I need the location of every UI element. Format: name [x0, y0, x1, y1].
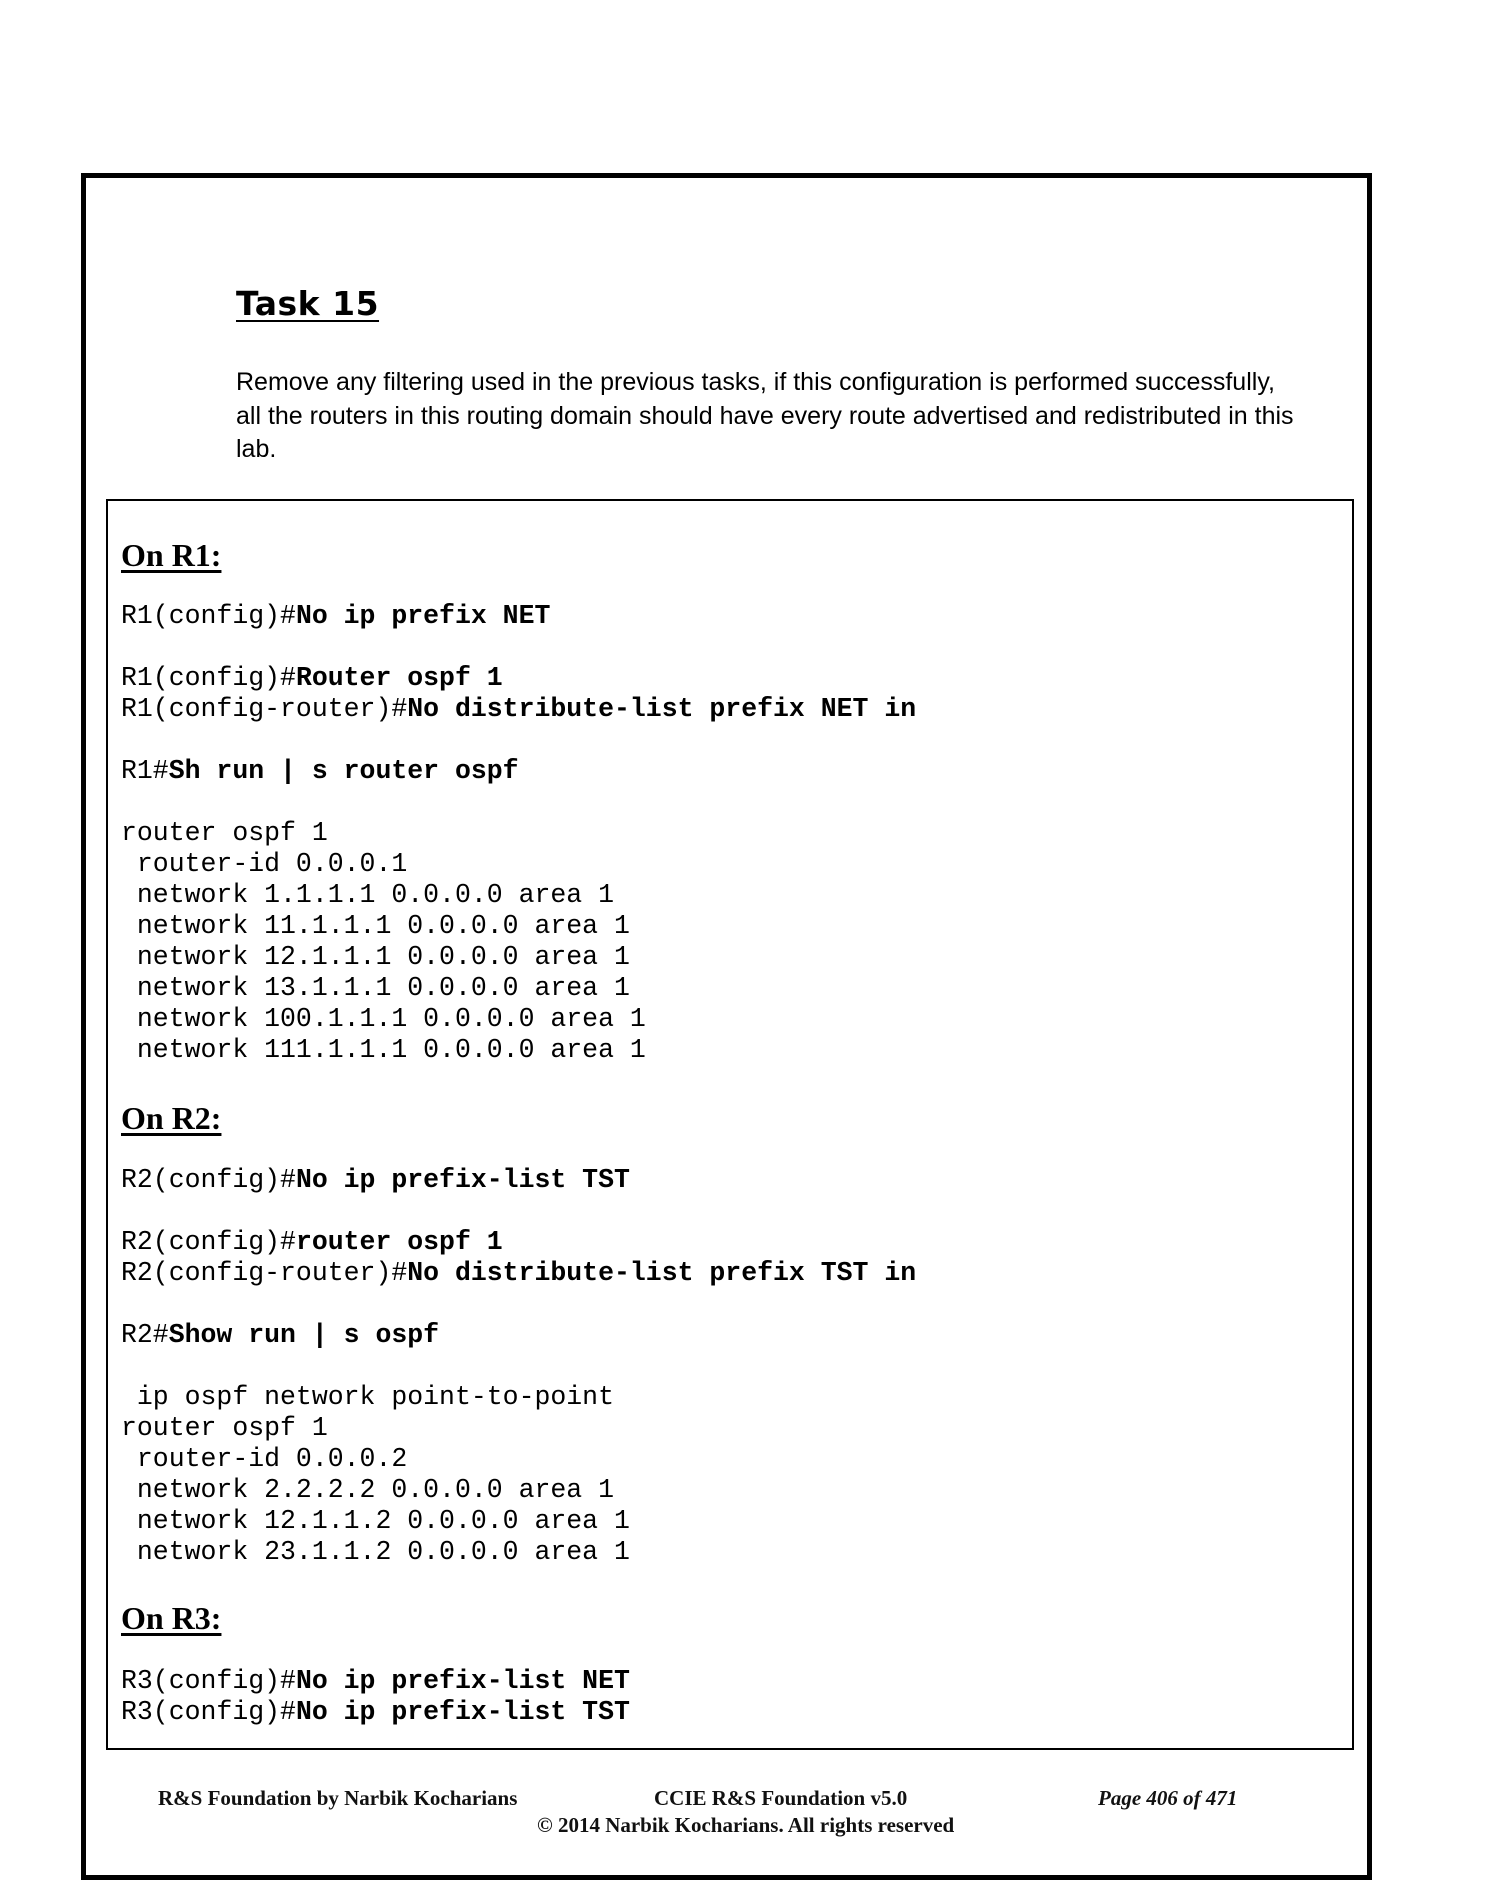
command-line — [121, 694, 916, 725]
output-line: network 23.1.1.2 0.0.0.0 area 1 — [121, 1537, 630, 1567]
output-line: router ospf 1 — [121, 1413, 328, 1443]
footer-author: R&S Foundation by Narbik Kocharians — [158, 1786, 518, 1810]
prompt: R2(config-router)# — [121, 1258, 408, 1288]
footer-page-number: Page 406 of 471 — [1098, 1786, 1238, 1810]
footer-book-title: CCIE R&S Foundation v5.0 — [654, 1786, 908, 1810]
output-line: router-id 0.0.0.2 — [121, 1444, 408, 1474]
prompt: R3(config)# — [121, 1666, 296, 1696]
section-heading-r3: On R3: — [121, 1600, 222, 1636]
prompt: R1(config)# — [121, 663, 296, 693]
prompt: R2(config)# — [121, 1165, 296, 1195]
section-heading-r1: On R1: — [121, 537, 222, 573]
prompt: R1# — [121, 756, 169, 786]
task-title: Task 15 — [236, 284, 380, 323]
footer-copyright: © 2014 Narbik Kocharians. All rights reserved — [537, 1813, 955, 1837]
command: No ip prefix-list TST — [295, 1697, 630, 1727]
output-line: network 100.1.1.1 0.0.0.0 area 1 — [121, 1004, 646, 1034]
output-line: network 1.1.1.1 0.0.0.0 area 1 — [121, 880, 614, 910]
command-line — [121, 663, 503, 694]
prompt: R1(config-router)# — [121, 694, 408, 724]
command: Router ospf 1 — [295, 663, 503, 693]
output-line: network 111.1.1.1 0.0.0.0 area 1 — [121, 1035, 646, 1065]
command: Sh run | s router ospf — [168, 756, 519, 786]
output-line: network 2.2.2.2 0.0.0.0 area 1 — [121, 1475, 614, 1505]
prompt: R3(config)# — [121, 1697, 296, 1727]
command-line — [121, 1320, 439, 1351]
output-line: router ospf 1 — [121, 818, 328, 848]
command: No ip prefix-list TST — [295, 1165, 630, 1195]
prompt: R2(config)# — [121, 1227, 296, 1257]
prompt: R1(config)# — [121, 601, 296, 631]
command: No ip prefix-list NET — [295, 1666, 630, 1696]
command-line — [121, 601, 550, 632]
output-line: ip ospf network point-to-point — [121, 1382, 614, 1412]
command-line — [121, 1697, 630, 1728]
command-line — [121, 1258, 916, 1289]
output-line: network 12.1.1.1 0.0.0.0 area 1 — [121, 942, 630, 972]
command: No ip prefix NET — [295, 601, 551, 631]
command-line — [121, 1227, 503, 1258]
command: No distribute-list prefix TST in — [407, 1258, 917, 1288]
output-line: network 13.1.1.1 0.0.0.0 area 1 — [121, 973, 630, 1003]
command-line — [121, 1666, 630, 1697]
output-line: network 12.1.1.2 0.0.0.0 area 1 — [121, 1506, 630, 1536]
output-line: network 11.1.1.1 0.0.0.0 area 1 — [121, 911, 630, 941]
section-heading-r2: On R2: — [121, 1100, 222, 1136]
output-line: router-id 0.0.0.1 — [121, 849, 408, 879]
task-description: Remove any filtering used in the previous tasks, if this configuration is performed successfully, all the routers in this routing domain should have every route advertised and redistributed in this lab. — [236, 368, 1294, 463]
command-line — [121, 1165, 630, 1196]
command-line — [121, 756, 519, 787]
command: Show run | s ospf — [168, 1320, 440, 1350]
prompt: R2# — [121, 1320, 169, 1350]
command: router ospf 1 — [295, 1227, 503, 1257]
command: No distribute-list prefix NET in — [407, 694, 917, 724]
